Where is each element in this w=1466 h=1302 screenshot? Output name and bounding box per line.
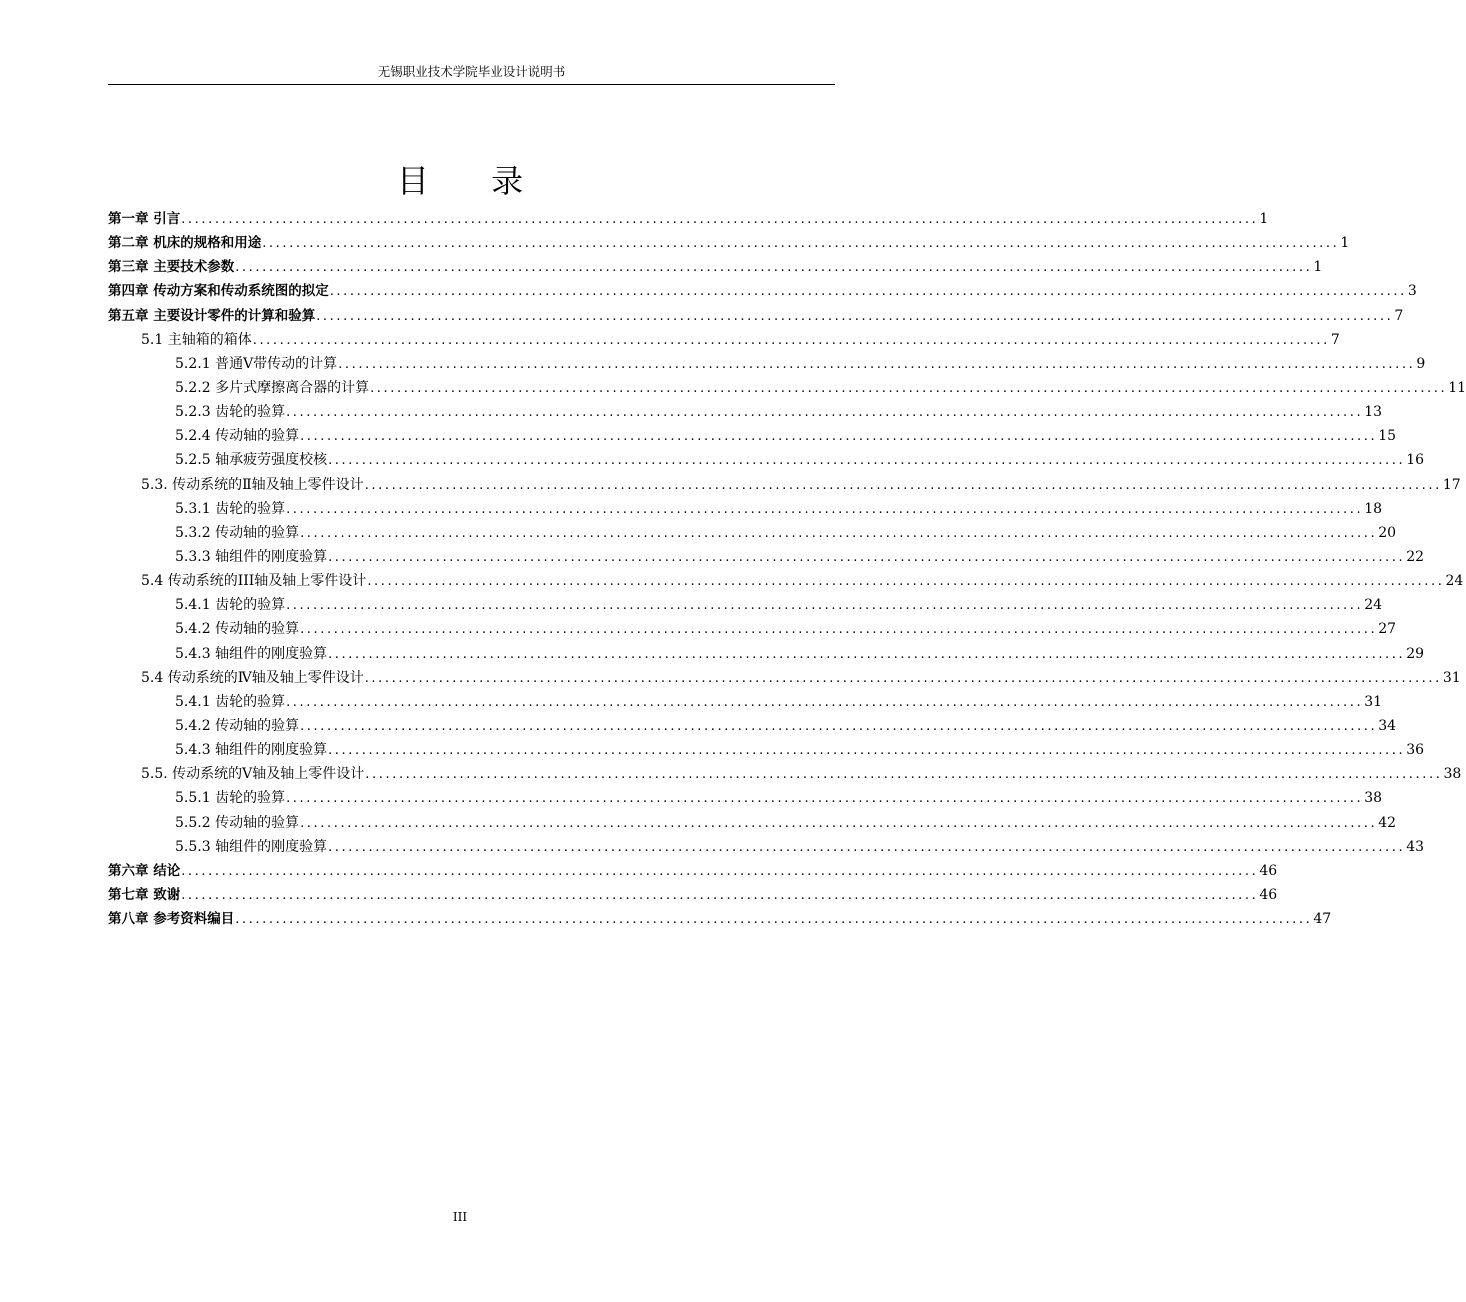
toc-entry-page: 42 bbox=[1378, 814, 1397, 831]
toc-entry[interactable] bbox=[108, 859, 1278, 883]
toc-entry-page: 47 bbox=[1313, 911, 1332, 928]
toc-entry[interactable] bbox=[108, 907, 1332, 931]
toc-leader-dots: ................................................................................................................................................................ bbox=[328, 839, 1406, 855]
toc-entry-label: 第二章 机床的规格和用途 bbox=[108, 235, 262, 252]
toc-entry-label: 5.4 传动系统的III轴及轴上零件设计 bbox=[141, 573, 367, 590]
toc-entry-label: 5.5.1 齿轮的验算 bbox=[175, 790, 286, 807]
toc-entry[interactable] bbox=[108, 521, 1397, 545]
table-of-contents bbox=[108, 207, 1466, 931]
toc-entry[interactable] bbox=[108, 690, 1383, 714]
toc-leader-dots: ................................................................................................................................................................ bbox=[364, 670, 1442, 686]
toc-leader-dots: ................................................................................................................................................................ bbox=[367, 574, 1445, 590]
toc-leader-dots: ................................................................................................................................................................ bbox=[370, 380, 1448, 396]
toc-entry-label: 第四章 传动方案和传动系统图的拟定 bbox=[108, 283, 329, 300]
toc-leader-dots: ................................................................................................................................................................ bbox=[364, 477, 1442, 493]
toc-leader-dots: ................................................................................................................................................................ bbox=[316, 308, 1394, 324]
toc-entry-page: 13 bbox=[1364, 404, 1383, 421]
toc-entry-label: 5.2.2 多片式摩擦离合器的计算 bbox=[175, 379, 370, 396]
toc-entry-page: 36 bbox=[1406, 742, 1425, 759]
toc-entry-page: 27 bbox=[1378, 621, 1397, 638]
toc-entry-page: 43 bbox=[1406, 838, 1425, 855]
toc-entry-page: 3 bbox=[1407, 283, 1417, 300]
toc-entry-label: 5.4.3 轴组件的刚度验算 bbox=[175, 645, 328, 662]
toc-entry[interactable] bbox=[108, 545, 1425, 569]
toc-entry-page: 31 bbox=[1442, 669, 1461, 686]
toc-entry-label: 第三章 主要技术参数 bbox=[108, 259, 235, 276]
toc-entry-label: 第一章 引言 bbox=[108, 211, 181, 227]
toc-leader-dots: ................................................................................................................................................................ bbox=[328, 549, 1406, 565]
toc-entry-page: 7 bbox=[1394, 307, 1404, 324]
toc-entry-label: 5.2.5 轴承疲劳强度校核 bbox=[175, 452, 328, 469]
toc-entry-label: 5.5.2 传动轴的验算 bbox=[175, 814, 300, 831]
toc-leader-dots: ................................................................................................................................................................ bbox=[329, 284, 1407, 300]
toc-entry[interactable] bbox=[108, 762, 1462, 786]
toc-entry[interactable] bbox=[108, 400, 1383, 424]
toc-entry-page: 15 bbox=[1378, 428, 1397, 445]
toc-leader-dots: ................................................................................................................................................................ bbox=[300, 815, 1378, 831]
toc-entry-page: 34 bbox=[1378, 717, 1397, 734]
toc-entry-page: 38 bbox=[1443, 766, 1462, 783]
toc-leader-dots: ................................................................................................................................................................ bbox=[181, 212, 1259, 227]
toc-entry[interactable] bbox=[108, 569, 1464, 593]
toc-entry[interactable] bbox=[108, 376, 1466, 400]
toc-entry[interactable] bbox=[108, 642, 1425, 666]
toc-entry-page: 1 bbox=[1340, 235, 1350, 252]
toc-entry-page: 9 bbox=[1416, 355, 1426, 372]
toc-entry-page: 20 bbox=[1378, 524, 1397, 541]
toc-leader-dots: ................................................................................................................................................................ bbox=[286, 694, 1364, 710]
toc-entry[interactable] bbox=[108, 666, 1461, 690]
toc-entry-label: 第八章 参考资料编目 bbox=[108, 911, 235, 928]
toc-entry-label: 第七章 致谢 bbox=[108, 886, 181, 903]
toc-leader-dots: ................................................................................................................................................................ bbox=[286, 405, 1364, 421]
toc-leader-dots: ................................................................................................................................................................ bbox=[235, 260, 1313, 276]
toc-entry-label: 5.4.3 轴组件的刚度验算 bbox=[175, 742, 328, 759]
toc-leader-dots: ................................................................................................................................................................ bbox=[300, 622, 1378, 638]
toc-entry-label: 第六章 结论 bbox=[108, 862, 181, 879]
toc-entry-label: 5.4.2 传动轴的验算 bbox=[175, 717, 300, 734]
toc-entry[interactable] bbox=[108, 883, 1278, 907]
toc-leader-dots: ................................................................................................................................................................ bbox=[338, 356, 1416, 372]
toc-entry[interactable] bbox=[108, 617, 1397, 641]
toc-entry[interactable] bbox=[108, 352, 1426, 376]
toc-leader-dots: ................................................................................................................................................................ bbox=[252, 332, 1330, 348]
toc-leader-dots: ................................................................................................................................................................ bbox=[328, 743, 1406, 759]
toc-entry[interactable] bbox=[108, 497, 1383, 521]
toc-entry-page: 24 bbox=[1445, 573, 1464, 590]
toc-leader-dots: ................................................................................................................................................................ bbox=[300, 525, 1378, 541]
toc-entry[interactable] bbox=[108, 473, 1461, 497]
toc-entry-label: 5.3.2 传动轴的验算 bbox=[175, 524, 300, 541]
toc-entry-label: 第五章 主要设计零件的计算和验算 bbox=[108, 307, 316, 324]
toc-entry-label: 5.4 传动系统的Ⅳ轴及轴上零件设计 bbox=[141, 669, 364, 686]
toc-entry[interactable] bbox=[108, 279, 1417, 303]
toc-entry[interactable] bbox=[108, 448, 1425, 472]
toc-entry-label: 5.4.2 传动轴的验算 bbox=[175, 621, 300, 638]
toc-leader-dots: ................................................................................................................................................................ bbox=[262, 236, 1340, 252]
toc-entry-label: 5.2.1 普通Ⅴ带传动的计算 bbox=[175, 355, 338, 372]
toc-entry-page: 1 bbox=[1259, 211, 1269, 227]
toc-entry[interactable] bbox=[108, 255, 1323, 279]
toc-entry[interactable] bbox=[108, 424, 1397, 448]
toc-entry[interactable] bbox=[108, 738, 1425, 762]
toc-entry-page: 31 bbox=[1364, 693, 1383, 710]
toc-leader-dots: ................................................................................................................................................................ bbox=[300, 429, 1378, 445]
header-rule bbox=[108, 84, 835, 85]
toc-leader-dots: ................................................................................................................................................................ bbox=[365, 767, 1443, 783]
toc-leader-dots: ................................................................................................................................................................ bbox=[328, 453, 1406, 469]
toc-entry-label: 5.5.3 轴组件的刚度验算 bbox=[175, 838, 328, 855]
toc-entry-page: 7 bbox=[1330, 331, 1340, 348]
toc-leader-dots: ................................................................................................................................................................ bbox=[300, 718, 1378, 734]
toc-entry-page: 18 bbox=[1364, 500, 1383, 517]
toc-leader-dots: ................................................................................................................................................................ bbox=[286, 598, 1364, 614]
toc-entry[interactable] bbox=[108, 304, 1404, 328]
toc-entry[interactable] bbox=[108, 207, 1269, 231]
toc-leader-dots: ................................................................................................................................................................ bbox=[181, 887, 1259, 903]
toc-entry-page: 46 bbox=[1259, 862, 1278, 879]
toc-leader-dots: ................................................................................................................................................................ bbox=[235, 912, 1313, 928]
toc-entry-label: 5.3.1 齿轮的验算 bbox=[175, 500, 286, 517]
toc-entry-label: 5.5. 传动系统的Ⅴ轴及轴上零件设计 bbox=[141, 766, 365, 783]
toc-leader-dots: ................................................................................................................................................................ bbox=[328, 646, 1406, 662]
toc-entry-label: 5.1 主轴箱的箱体 bbox=[141, 331, 252, 348]
toc-entry-label: 5.4.1 齿轮的验算 bbox=[175, 693, 286, 710]
toc-entry-page: 16 bbox=[1406, 452, 1425, 469]
toc-entry-page: 22 bbox=[1406, 548, 1425, 565]
toc-leader-dots: ................................................................................................................................................................ bbox=[181, 863, 1259, 879]
toc-entry-page: 1 bbox=[1313, 259, 1323, 276]
toc-entry-label: 5.2.3 齿轮的验算 bbox=[175, 404, 286, 421]
toc-entry-label: 5.2.4 传动轴的验算 bbox=[175, 428, 300, 445]
toc-entry[interactable] bbox=[108, 593, 1383, 617]
toc-entry-label: 5.3. 传动系统的Ⅱ轴及轴上零件设计 bbox=[141, 476, 364, 493]
toc-entry[interactable] bbox=[108, 328, 1340, 352]
toc-entry-page: 38 bbox=[1364, 790, 1383, 807]
toc-entry[interactable] bbox=[108, 786, 1383, 810]
toc-entry-page: 11 bbox=[1448, 379, 1466, 396]
toc-entry-page: 29 bbox=[1406, 645, 1425, 662]
toc-entry[interactable] bbox=[108, 231, 1350, 255]
toc-leader-dots: ................................................................................................................................................................ bbox=[286, 501, 1364, 517]
running-header: 无锡职业技术学院毕业设计说明书 bbox=[377, 64, 566, 79]
toc-entry[interactable] bbox=[108, 811, 1397, 835]
toc-entry[interactable] bbox=[108, 835, 1425, 859]
toc-leader-dots: ................................................................................................................................................................ bbox=[286, 791, 1364, 807]
toc-entry-label: 5.3.3 轴组件的刚度验算 bbox=[175, 548, 328, 565]
toc-entry-label: 5.4.1 齿轮的验算 bbox=[175, 597, 286, 614]
toc-entry-page: 24 bbox=[1364, 597, 1383, 614]
toc-entry-page: 17 bbox=[1442, 476, 1461, 493]
toc-entry-page: 46 bbox=[1259, 886, 1278, 903]
toc-title: 目 录 bbox=[396, 162, 550, 200]
page-number: III bbox=[452, 1210, 468, 1224]
toc-entry[interactable] bbox=[108, 714, 1397, 738]
